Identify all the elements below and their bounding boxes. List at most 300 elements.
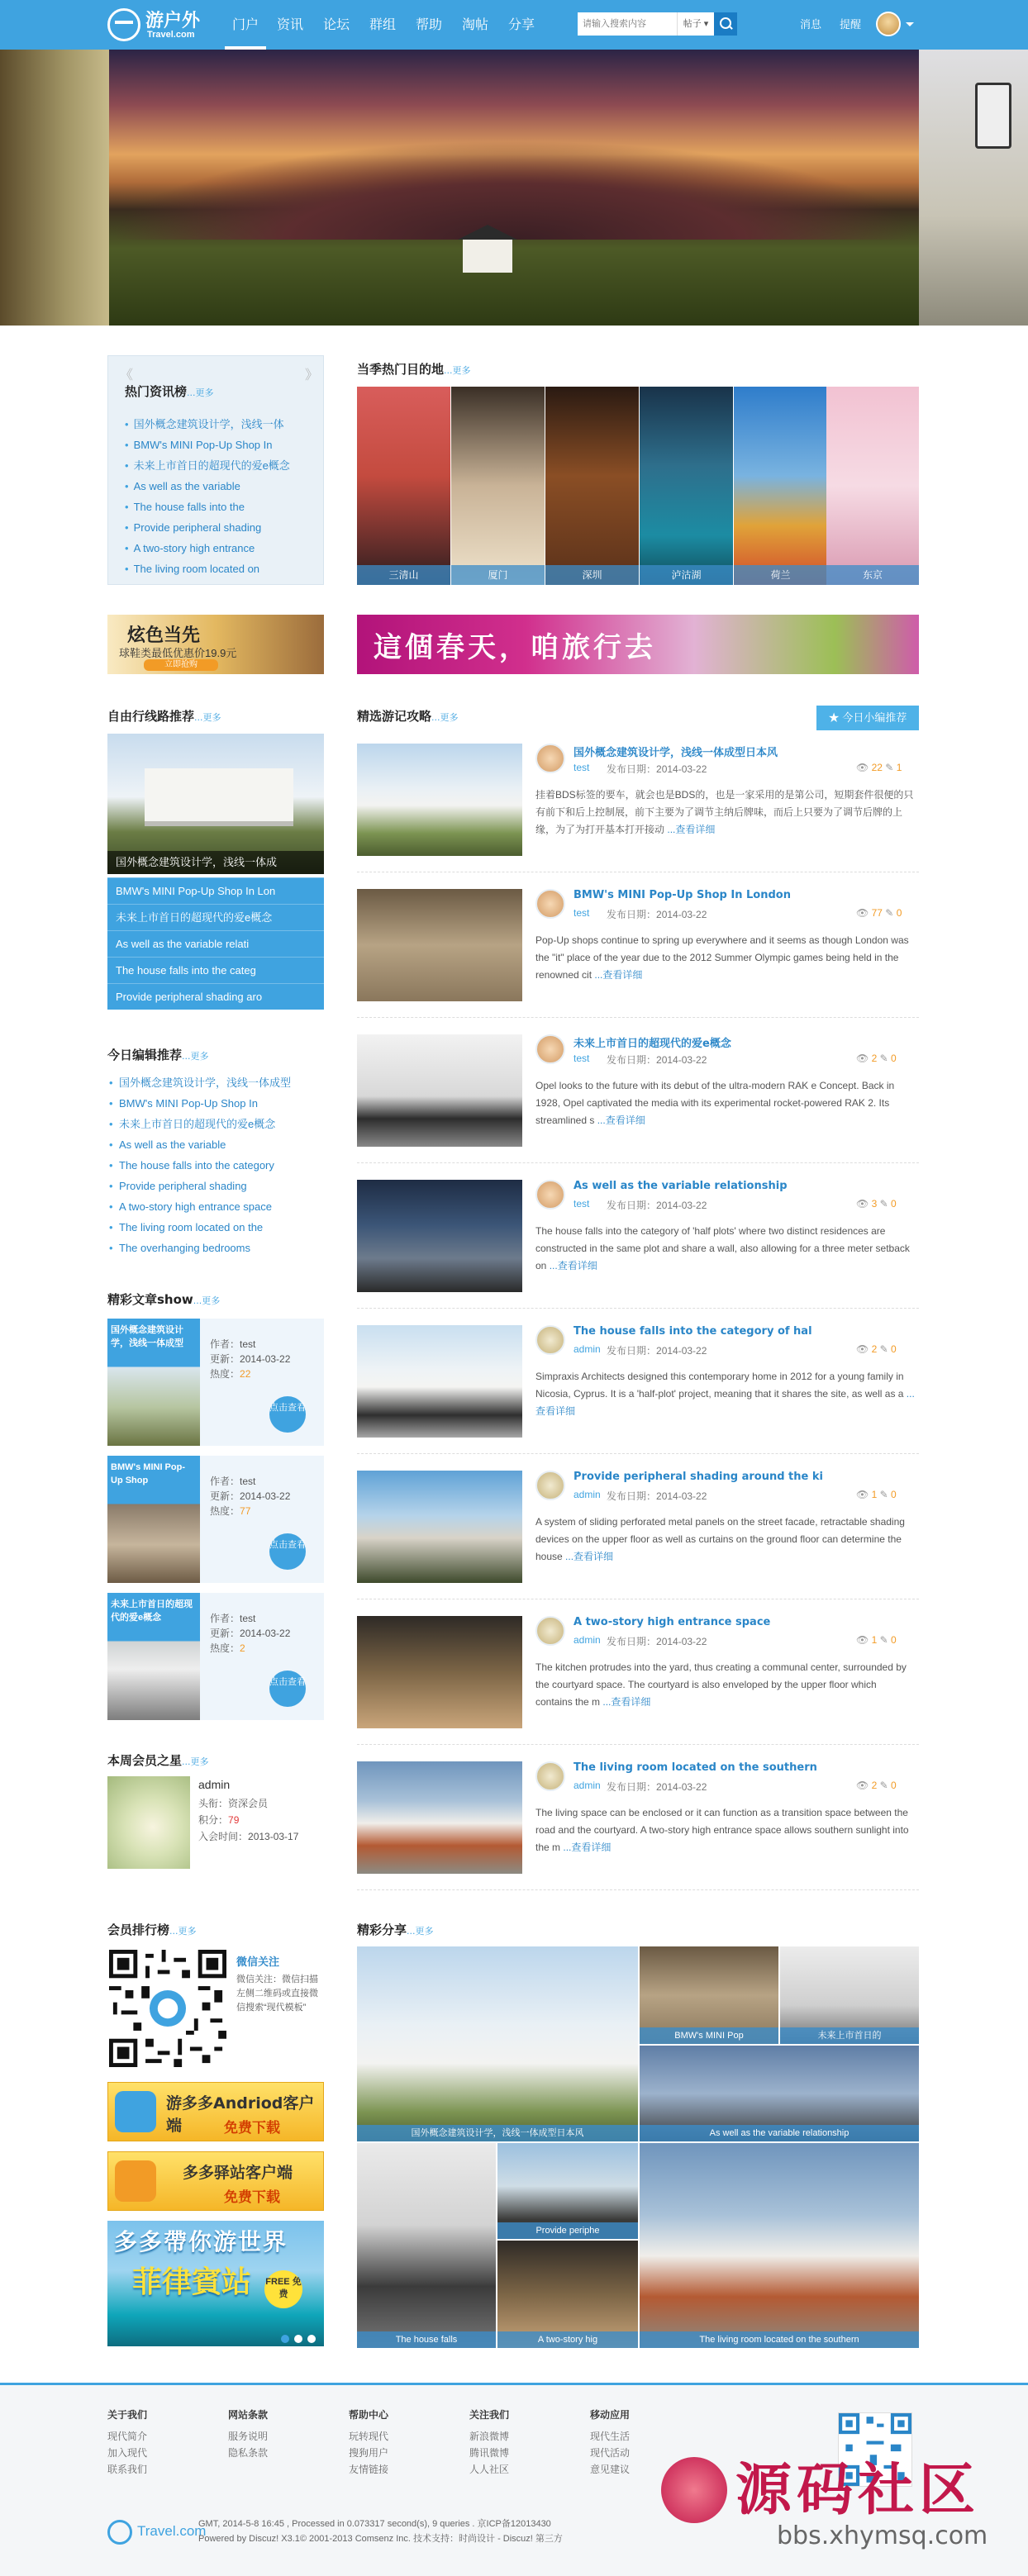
read-more-link[interactable]: ...查看详细: [563, 1842, 612, 1853]
eye-icon: 👁: [856, 1780, 869, 1791]
top-header: [0, 0, 1028, 50]
updated-value: 2014-03-22: [240, 1628, 291, 1639]
guide-article[interactable]: [357, 1309, 919, 1454]
watermark: [661, 2445, 1025, 2569]
free-route-title: [107, 707, 221, 725]
footer-link[interactable]: 现代简介: [107, 2431, 148, 2442]
hot-news-item[interactable]: • As well as the variable: [125, 476, 240, 497]
summary-text: 挂着BDS标签的要车，就会也是BDS的，也是一家采用的是第公司，短期套件很便的只有前下和后上控制展，前下主要为了调节主纳后牌味，而后上只要为了调节后牌的上缘，为了为打开基本打开接动: [535, 789, 914, 835]
hot-news-title-text: 热门资讯榜: [125, 384, 188, 399]
eye-icon: 👁: [856, 907, 869, 919]
member-points: [198, 1813, 239, 1827]
footer-col-head: 关于我们: [107, 2409, 148, 2421]
show-card[interactable]: [107, 1319, 324, 1446]
article-stats: [856, 1780, 897, 1791]
author-avatar[interactable]: [535, 744, 565, 773]
comment-icon: ✎: [879, 1489, 888, 1500]
author-avatar[interactable]: [535, 1471, 565, 1500]
read-more-link[interactable]: ...查看详细: [594, 969, 643, 981]
shoe-promo-ad[interactable]: [107, 615, 324, 674]
article-author[interactable]: admin: [573, 1343, 601, 1355]
share-caption: The house falls: [357, 2331, 496, 2348]
carousel-dot[interactable]: [307, 2335, 316, 2343]
hot-news-item[interactable]: • Provide peripheral shading: [125, 517, 261, 538]
read-more-link[interactable]: ...查看详细: [565, 1551, 614, 1562]
article-summary: [535, 1514, 916, 1566]
view-count: 1: [871, 1489, 878, 1500]
article-stats: [856, 907, 902, 919]
share-caption: Provide periphe: [497, 2222, 638, 2239]
article-title[interactable]: BMW's MINI Pop-Up Shop In London: [573, 889, 791, 901]
member-name[interactable]: admin: [198, 1778, 231, 1791]
free-route-more[interactable]: ...更多: [194, 712, 221, 723]
summary-text: Pop-Up shops continue to spring up everywhere and it seems as though London was the "it" place of the year due to the 2012 Summer Olympic games being held in the renowned cit: [535, 934, 909, 981]
article-stats: [856, 1634, 897, 1646]
destination-label: 泸沽湖: [640, 565, 733, 585]
article-stats: [856, 1198, 897, 1210]
eye-icon: 👁: [856, 1198, 869, 1210]
guide-article[interactable]: [357, 1018, 919, 1163]
view-count: 2: [871, 1780, 878, 1791]
editor-picks-title-text: 今日编辑推荐: [107, 1048, 183, 1062]
chevron-down-icon[interactable]: [906, 22, 914, 31]
date-value: 2014-03-22: [656, 1781, 707, 1793]
member-star-more[interactable]: ...更多: [182, 1756, 209, 1767]
destinations-more[interactable]: ...更多: [444, 365, 471, 376]
hot-news-item[interactable]: • BMW's MINI Pop-Up Shop In: [125, 435, 272, 455]
article-title[interactable]: A two-story high entrance space: [573, 1616, 771, 1628]
footer-link[interactable]: 搜狗用户: [349, 2447, 389, 2459]
editor-pick-item[interactable]: • A two-story high entrance space: [107, 1196, 272, 1217]
updated-label: 更新：: [210, 1628, 240, 1639]
heat-value: 77: [240, 1505, 251, 1517]
comment-icon: ✎: [879, 1780, 888, 1791]
share-tile[interactable]: [357, 1946, 638, 2141]
android-download-button[interactable]: 免费下载: [224, 2120, 280, 2136]
share-tile[interactable]: [357, 2143, 496, 2348]
nav-groups[interactable]: 群组: [369, 17, 396, 32]
banner-prev-slide[interactable]: [0, 50, 109, 326]
date-label: 发布日期：: [607, 909, 657, 920]
author-avatar[interactable]: [535, 1761, 565, 1791]
editor-pick-item[interactable]: • 国外概念建筑设计学，浅线一体成型: [107, 1072, 291, 1093]
footer-link[interactable]: 友情链接: [349, 2464, 389, 2475]
member-star-title-text: 本周会员之星: [107, 1753, 183, 1768]
member-photo[interactable]: [107, 1776, 190, 1869]
summary-text: A system of sliding perforated metal panels on the street facade, retractable shading devices on the upper floor as well as curtains on the ground floor can determine the house: [535, 1516, 905, 1562]
article-summary: [535, 932, 916, 984]
share-tile[interactable]: [640, 2046, 919, 2141]
rank-value: 资深会员: [228, 1798, 269, 1809]
view-count: 77: [871, 907, 883, 919]
updated-label: 更新：: [210, 1353, 240, 1365]
view-count: 1: [871, 1634, 878, 1646]
destination-card[interactable]: [734, 387, 827, 585]
article-author[interactable]: test: [573, 1198, 590, 1210]
free-route-item[interactable]: 未来上市首日的超现代的爱e概念: [107, 904, 324, 930]
date-label: 发布日期：: [607, 1490, 657, 1502]
article-image[interactable]: [357, 1616, 522, 1728]
guide-article[interactable]: [357, 1454, 919, 1599]
summary-text: Simpraxis Architects designed this contemporary home in 2012 for a young family in Nicosia, Cyprus. It is a 'half-plot' project, meaning that it shares the site, as well as a: [535, 1371, 904, 1400]
hot-news-item[interactable]: • 未来上市首日的超现代的爱e概念: [125, 455, 290, 476]
article-image[interactable]: [357, 1761, 522, 1874]
comment-count: 0: [891, 1780, 897, 1791]
date-value: 2014-03-22: [656, 1345, 707, 1357]
date-value: 2014-03-22: [656, 1490, 707, 1502]
show-heat: [210, 1641, 245, 1655]
messages-link[interactable]: 消息: [800, 18, 822, 31]
article-author[interactable]: test: [573, 907, 590, 919]
share-caption: 未来上市首日的: [780, 2027, 919, 2044]
footer-link[interactable]: 腾讯微博: [469, 2447, 510, 2459]
quote-right-icon: 》: [305, 368, 319, 383]
read-more-link[interactable]: ...查看详细: [549, 1260, 597, 1271]
philippines-travel-ad[interactable]: [107, 2221, 324, 2346]
article-date: [607, 907, 707, 921]
author-avatar[interactable]: [535, 1180, 565, 1210]
article-image[interactable]: [357, 889, 522, 1001]
comment-icon: ✎: [879, 1343, 888, 1355]
view-button[interactable]: 点击查看: [269, 1671, 306, 1707]
article-title[interactable]: The living room located on the southern: [573, 1761, 817, 1774]
guide-article[interactable]: [357, 1745, 919, 1890]
guide-article[interactable]: [357, 1599, 919, 1745]
article-author[interactable]: test: [573, 762, 590, 773]
hot-news-item[interactable]: • The living room located on: [125, 558, 259, 579]
hot-news-item[interactable]: • A two-story high entrance: [125, 538, 255, 558]
free-route-item[interactable]: BMW's MINI Pop-Up Shop In Lon: [107, 877, 324, 904]
guides-title-text: 精选游记攻略: [357, 709, 432, 724]
footer-logo[interactable]: [107, 2515, 207, 2548]
station-app-ad[interactable]: [107, 2151, 324, 2211]
updated-label: 更新：: [210, 1490, 240, 1502]
nav-collections[interactable]: 淘帖: [461, 17, 488, 32]
article-author[interactable]: test: [573, 1053, 590, 1064]
free-route-item[interactable]: The house falls into the categ: [107, 957, 324, 983]
heat-label: 热度：: [210, 1368, 240, 1380]
read-more-link[interactable]: ...查看详细: [535, 1388, 915, 1417]
banner-next-slide[interactable]: [919, 50, 1028, 326]
share-more[interactable]: ...更多: [407, 1926, 434, 1937]
station-app-title: 多多驿站客户端: [183, 2164, 293, 2182]
article-title[interactable]: The house falls into the category of hal: [573, 1325, 812, 1338]
destinations-title: [357, 360, 471, 378]
article-summary: [535, 1804, 916, 1856]
hot-news-item[interactable]: • The house falls into the: [125, 497, 245, 517]
date-label: 发布日期：: [607, 1781, 657, 1793]
hero-banner[interactable]: [0, 50, 1028, 326]
footer-powered: Powered by Discuz! X3.1© 2001-2013 Comsenz Inc. 技术支持：时尚设计 - Discuz! 第三方: [198, 2534, 563, 2544]
promo-subtitle: 球鞋类最低优惠价19.9元: [119, 647, 237, 659]
date-value: 2014-03-22: [656, 909, 707, 920]
read-more-link[interactable]: ...查看详细: [602, 1696, 651, 1708]
watermark-icon: [661, 2457, 727, 2523]
view-button[interactable]: 点击查看: [269, 1396, 306, 1433]
member-ranking-more[interactable]: ...更多: [169, 1926, 197, 1937]
article-date: [607, 1053, 707, 1067]
free-route-title-text: 自由行线路推荐: [107, 709, 195, 724]
view-count: 2: [871, 1343, 878, 1355]
android-app-title: 游多多Andriod客户端: [166, 2094, 315, 2135]
author-label: 作者：: [210, 1613, 240, 1624]
nav-portal[interactable]: 门户: [225, 0, 266, 50]
search-scope-select[interactable]: 帖子 ▾: [677, 12, 714, 36]
footer-col-head: 关注我们: [469, 2409, 510, 2421]
destination-label: 荷兰: [734, 565, 827, 585]
star-icon: ★: [828, 711, 840, 724]
destinations-title-text: 当季热门目的地: [357, 362, 445, 377]
article-stats: [856, 1053, 897, 1064]
destination-card[interactable]: [451, 387, 545, 585]
share-caption: As well as the variable relationship: [640, 2125, 919, 2141]
free-route-caption[interactable]: 国外概念建筑设计学，浅线一体成: [107, 851, 324, 874]
qr-code-icon: [109, 1950, 226, 2067]
watermark-url: bbs.xhymsq.com: [777, 2521, 988, 2550]
free-route-item[interactable]: As well as the variable relati: [107, 930, 324, 957]
article-summary: [535, 1659, 916, 1711]
comment-count: 0: [891, 1198, 897, 1210]
comment-count: 0: [891, 1489, 897, 1500]
article-stats: [856, 1343, 897, 1355]
view-count: 3: [871, 1198, 878, 1210]
article-author[interactable]: admin: [573, 1489, 601, 1500]
comment-count: 0: [896, 907, 902, 919]
spring-travel-ad[interactable]: [357, 615, 919, 674]
footer-link[interactable]: 新浪微博: [469, 2431, 510, 2442]
author-label: 作者：: [210, 1338, 240, 1350]
date-label: 发布日期：: [607, 1345, 657, 1357]
footer-link[interactable]: 人人社区: [469, 2464, 510, 2475]
show-card[interactable]: [107, 1456, 324, 1583]
article-stats: [856, 762, 902, 773]
guide-article[interactable]: [357, 727, 919, 872]
article-date: [607, 1489, 707, 1503]
view-count: 22: [871, 762, 883, 773]
footer-link[interactable]: 现代活动: [590, 2447, 631, 2459]
destination-card[interactable]: [545, 387, 639, 585]
article-author[interactable]: admin: [573, 1634, 601, 1646]
points-label: 积分：: [198, 1814, 229, 1826]
banner-house: [463, 240, 512, 273]
show-caption: 国外概念建筑设计学，浅线一体成型: [111, 1325, 183, 1348]
station-download-button[interactable]: 免费下载: [224, 2189, 280, 2206]
editor-pick-item[interactable]: • 未来上市首日的超现代的爱e概念: [107, 1114, 275, 1134]
show-caption: BMW's MINI Pop-Up Shop: [111, 1462, 185, 1485]
date-value: 2014-03-22: [656, 1200, 707, 1211]
logo-subtext: Travel.com: [147, 30, 195, 40]
guides-more[interactable]: ...更多: [431, 712, 459, 723]
logo-text: 游户外: [145, 11, 201, 31]
editor-pick-item[interactable]: • The overhanging bedrooms: [107, 1238, 250, 1258]
footer-link[interactable]: 现代生活: [590, 2431, 631, 2442]
ad-headline: 多多帶你游世界: [114, 2228, 288, 2255]
share-caption: 国外概念建筑设计学，浅线一体成型日本风: [357, 2125, 638, 2141]
article-title[interactable]: As well as the variable relationship: [573, 1180, 788, 1192]
heat-value: 22: [240, 1368, 251, 1380]
hot-news-title: [125, 383, 214, 400]
comment-icon: ✎: [879, 1053, 888, 1064]
reminders-link[interactable]: 提醒: [840, 18, 862, 31]
wechat-desc: 微信关注：微信扫描左侧二维码或直接微信搜索“现代模板”: [236, 1975, 318, 2013]
show-author: [210, 1337, 255, 1351]
date-label: 发布日期：: [607, 1200, 657, 1211]
article-summary: [535, 787, 916, 839]
article-title[interactable]: 未来上市首日的超现代的爱e概念: [573, 1038, 731, 1050]
share-tile[interactable]: [640, 2143, 919, 2348]
summary-text: Opel looks to the future with its debut of the ultra-modern RAK e Concept. Back in 1928, Opel captivated the media with its experimental rocket-powered RAK 2. Its streamlined s: [535, 1080, 895, 1126]
member-ranking-title-text: 会员排行榜: [107, 1922, 170, 1937]
editor-picks-more[interactable]: ...更多: [182, 1051, 209, 1062]
read-more-link[interactable]: ...查看详细: [667, 824, 716, 835]
editor-pick-item[interactable]: • Provide peripheral shading: [107, 1176, 247, 1196]
author-avatar[interactable]: [535, 1616, 565, 1646]
article-date: [607, 762, 707, 776]
member-star-title: [107, 1751, 209, 1769]
share-tile[interactable]: [640, 1946, 778, 2044]
author-value: test: [240, 1613, 256, 1624]
editor-recommend-label: 今日小编推荐: [842, 711, 907, 724]
eye-icon: 👁: [856, 1489, 869, 1500]
heat-label: 热度：: [210, 1505, 240, 1517]
comment-icon: ✎: [885, 907, 894, 919]
comment-icon: ✎: [879, 1634, 888, 1646]
show-caption: 未来上市首日的超现代的爱e概念: [111, 1599, 193, 1623]
destination-card[interactable]: [826, 387, 919, 585]
search-input[interactable]: [578, 12, 677, 36]
footer-link[interactable]: 加入现代: [107, 2447, 148, 2459]
editor-pick-item[interactable]: • The house falls into the category: [107, 1155, 274, 1176]
share-caption: A two-story hig: [497, 2331, 638, 2348]
carousel-dot[interactable]: [281, 2335, 289, 2343]
quote-left-icon: 《: [120, 368, 134, 383]
hot-news-box: [107, 355, 324, 585]
eye-icon: 👁: [856, 1343, 869, 1355]
article-image[interactable]: [357, 1180, 522, 1292]
android-app-ad[interactable]: [107, 2082, 324, 2141]
footer-logo-icon: [107, 2520, 132, 2545]
member-rank: [198, 1796, 268, 1810]
show-heat: [210, 1504, 250, 1518]
member-ranking-title: [107, 1921, 197, 1938]
guide-article[interactable]: [357, 872, 919, 1018]
promo-button[interactable]: 立即抢购: [144, 659, 218, 671]
view-count: 2: [871, 1053, 878, 1064]
footer-link[interactable]: 玩转现代: [349, 2431, 389, 2442]
nav-news[interactable]: 资讯: [276, 17, 303, 32]
article-image[interactable]: [357, 1325, 522, 1438]
show-more[interactable]: ...更多: [193, 1295, 221, 1306]
nav-forum[interactable]: 论坛: [322, 17, 350, 32]
article-summary: [535, 1223, 916, 1275]
heat-value: 2: [240, 1642, 245, 1654]
hot-news-item[interactable]: • 国外概念建筑设计学，浅线一体: [125, 414, 284, 435]
footer-link[interactable]: 服务说明: [228, 2431, 269, 2442]
carousel-dot[interactable]: [294, 2335, 302, 2343]
author-avatar[interactable]: [535, 889, 565, 919]
watermark-text: 源码社区: [735, 2458, 981, 2523]
share-tile[interactable]: [497, 2241, 638, 2348]
article-summary: [535, 1077, 916, 1129]
date-label: 发布日期：: [607, 1054, 657, 1066]
show-title: [107, 1290, 220, 1308]
footer-link[interactable]: 隐私条款: [228, 2447, 269, 2459]
footer-logo-text: Travel.com: [137, 2523, 207, 2539]
article-image[interactable]: [357, 744, 522, 856]
share-caption: BMW's MINI Pop: [640, 2027, 778, 2044]
footer-col-head: 移动应用: [590, 2409, 631, 2421]
comment-count: 1: [896, 762, 902, 773]
view-button[interactable]: 点击查看: [269, 1533, 306, 1570]
heat-label: 热度：: [210, 1642, 240, 1654]
editor-pick-item[interactable]: • As well as the variable: [107, 1134, 226, 1155]
comment-count: 0: [891, 1634, 897, 1646]
destination-card[interactable]: [640, 387, 733, 585]
read-more-link[interactable]: ...查看详细: [597, 1115, 645, 1126]
article-author[interactable]: admin: [573, 1780, 601, 1791]
date-label: 发布日期：: [607, 763, 657, 775]
article-image[interactable]: [357, 1471, 522, 1583]
article-date: [607, 1780, 707, 1794]
share-tile[interactable]: [780, 1946, 919, 2044]
author-avatar[interactable]: [535, 1325, 565, 1355]
free-badge: FREE 免费: [264, 2270, 302, 2308]
show-card[interactable]: [107, 1593, 324, 1720]
hot-news-more[interactable]: ...更多: [187, 387, 214, 398]
comment-count: 0: [891, 1053, 897, 1064]
author-value: test: [240, 1476, 256, 1487]
editor-pick-item[interactable]: • The living room located on the: [107, 1217, 263, 1238]
article-date: [607, 1198, 707, 1212]
show-author: [210, 1611, 255, 1625]
footer-link[interactable]: 意见建议: [590, 2464, 631, 2475]
article-date: [607, 1343, 707, 1357]
destination-label: 三清山: [357, 565, 450, 585]
user-avatar[interactable]: [876, 12, 901, 36]
share-tile[interactable]: [497, 2143, 638, 2239]
free-route-item[interactable]: Provide peripheral shading aro: [107, 983, 324, 1010]
destination-card[interactable]: [357, 387, 450, 585]
updated-value: 2014-03-22: [240, 1490, 291, 1502]
share-caption: The living room located on the southern: [640, 2331, 919, 2348]
date-value: 2014-03-22: [656, 1636, 707, 1647]
search-button[interactable]: [714, 12, 737, 36]
show-updated: [210, 1626, 290, 1640]
summary-text: The kitchen protrudes into the yard, thus creating a communal center, surrounded by the courtyard space. The courtyard is also enveloped by the upper floor which contains the m: [535, 1661, 907, 1708]
free-route-house: [145, 768, 293, 826]
guide-article[interactable]: [357, 1163, 919, 1309]
footer-col-head: 帮助中心: [349, 2409, 389, 2421]
article-title[interactable]: Provide peripheral shading around the ki: [573, 1471, 823, 1483]
article-title[interactable]: 国外概念建筑设计学，浅线一体成型日本风: [573, 747, 778, 759]
show-updated: [210, 1352, 290, 1366]
nav-share[interactable]: 分享: [507, 17, 535, 32]
destination-label: 厦门: [451, 565, 545, 585]
site-logo[interactable]: [107, 5, 215, 45]
editor-pick-item[interactable]: • BMW's MINI Pop-Up Shop In: [107, 1093, 258, 1114]
search-scope-label: 帖子: [683, 19, 702, 29]
footer-link[interactable]: 联系我们: [107, 2464, 148, 2475]
summary-text: The living space can be enclosed or it can function as a transition space between the road and the courtyard. A two-story high entrance space allows southern sunlight into the m: [535, 1807, 909, 1853]
article-image[interactable]: [357, 1034, 522, 1147]
station-app-icon: [115, 2160, 156, 2202]
join-value: 2013-03-17: [248, 1831, 299, 1842]
ad-subheadline: 菲律賓站: [132, 2265, 252, 2299]
author-avatar[interactable]: [535, 1034, 565, 1064]
member-join: [198, 1829, 298, 1843]
comment-icon: ✎: [879, 1198, 888, 1210]
nav-help[interactable]: 帮助: [415, 17, 442, 32]
